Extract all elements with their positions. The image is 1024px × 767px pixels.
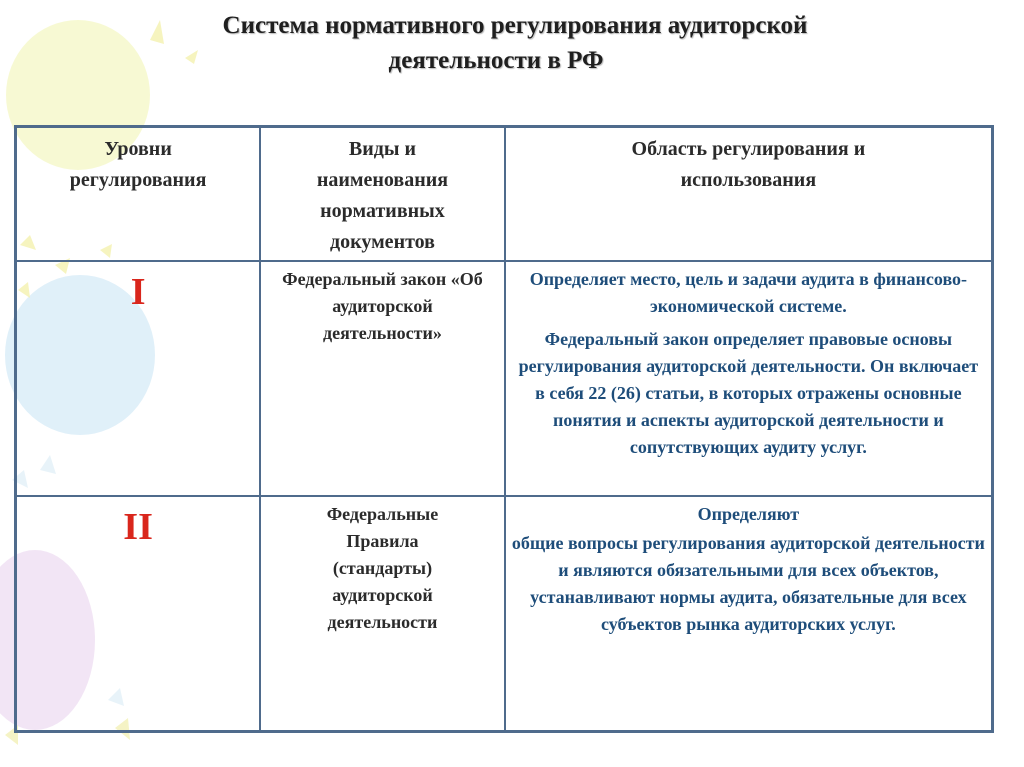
header-document-types: Виды и наименования нормативных документов	[260, 127, 505, 261]
table-row	[16, 496, 993, 732]
regulation-table	[14, 125, 994, 733]
area-text: Определяют	[697, 503, 800, 524]
area-text: Федеральный закон определяет правовые основы регулирования аудиторской деятельности. Он включает в себя 22 (26) статьи, в которых отражены основные понятия и аспекты аудиторской деятельности и сопутствующих аудиту услуг.	[518, 328, 979, 457]
area-text: общие вопросы регулирования аудиторской деятельности и являются обязательными для всех объектов, устанавливают нормы аудита, обязательные для всех субъектов рынка аудиторских услуг.	[511, 532, 985, 634]
level-numeral: II	[16, 496, 261, 732]
document-name: Федеральные Правила (стандарты) аудиторской деятельности	[260, 496, 505, 732]
document-name: Федеральный закон «Об аудиторской деятельности»	[260, 261, 505, 496]
header-levels: Уровни регулирования	[16, 127, 261, 261]
slide-title	[150, 8, 880, 78]
slide-title-line2: деятельности в РФ	[388, 47, 604, 74]
table-header-row	[16, 127, 993, 261]
header-regulation-area: Область регулирования и использования	[505, 127, 993, 261]
area-text: Определяет место, цель и задачи аудита в финансово- экономической системе.	[529, 268, 968, 316]
table-row	[16, 261, 993, 496]
level-numeral: I	[16, 261, 261, 496]
slide-title-line1: Система нормативного регулирования аудиторской	[222, 12, 808, 39]
regulation-area-cell	[505, 261, 993, 496]
regulation-area-cell	[505, 496, 993, 732]
